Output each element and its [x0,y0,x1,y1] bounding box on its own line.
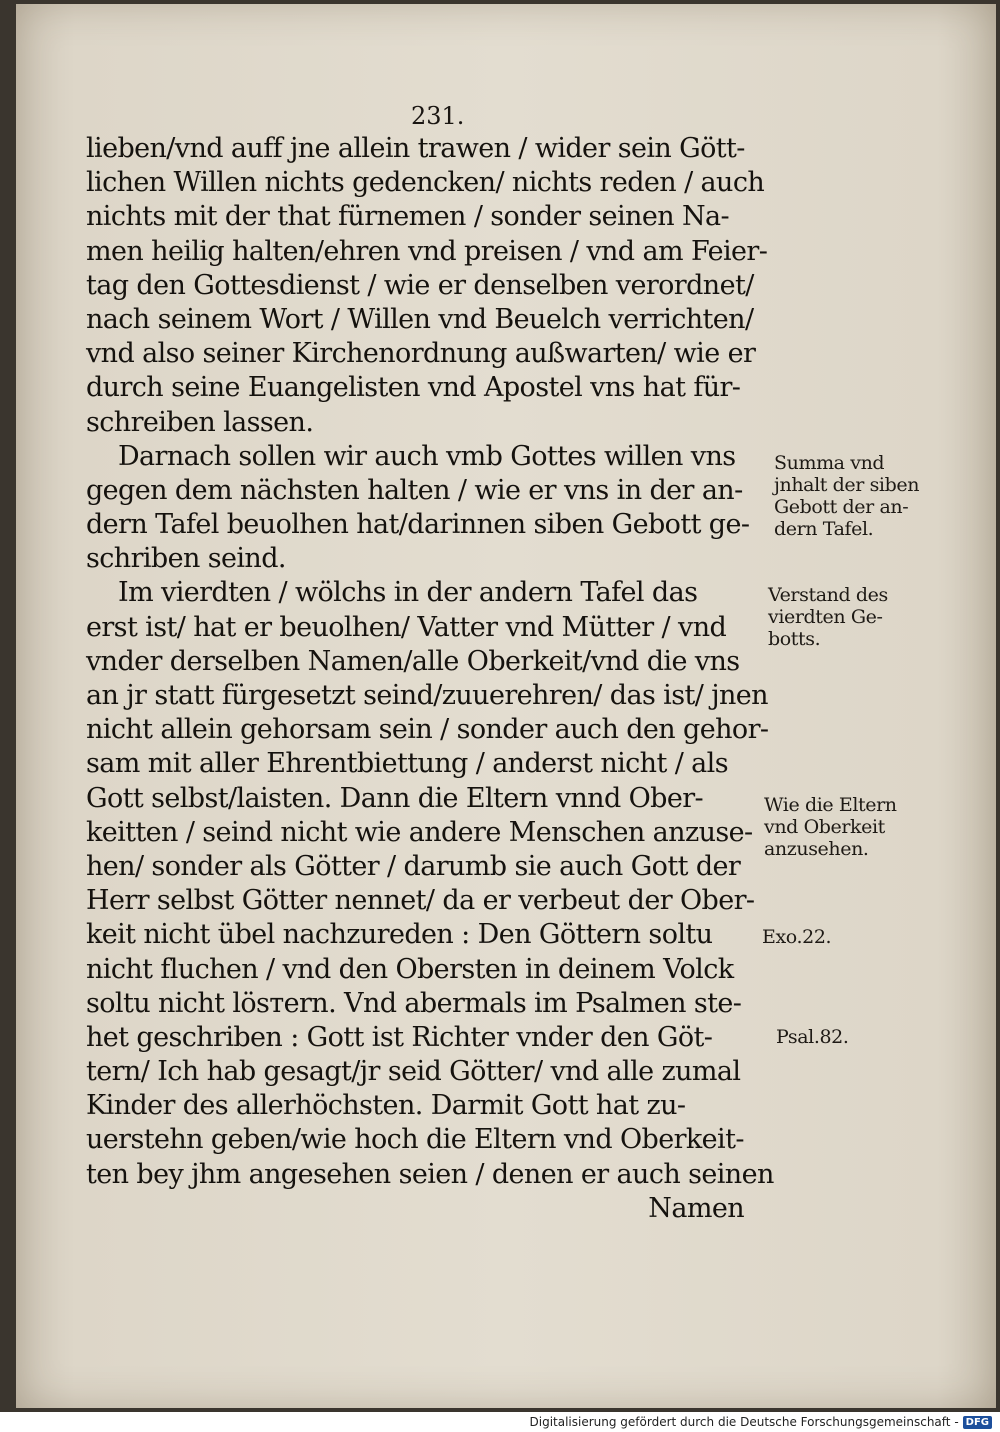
marginal-line: Psal.82. [776,1026,849,1048]
marginal-note-summary [774,452,919,540]
dfg-logo-icon: DFG [963,1416,992,1429]
marginal-line: dern Tafel. [774,518,874,540]
marginal-line: botts. [768,628,821,650]
marginal-line: anzusehen. [764,838,869,860]
text-line: nicht allein gehorsam sein / sonder auch den gehor- [86,714,769,746]
text-line: sam mit aller Ehrentbiettung / anderst nicht / als [86,748,728,780]
text-line: durch seine Euangelisten vnd Apostel vns hat für- [86,372,741,404]
text-line: schreiben lassen. [86,406,314,438]
text-line: schriben seind. [86,543,286,575]
marginal-line: vierdten Ge- [768,606,883,628]
marginal-note-exodus [762,926,831,948]
text-line: ten bey jhm angesehen seien / denen er auch seinen [86,1158,774,1190]
marginal-line: Gebott der an- [774,496,909,518]
text-line: soltu nicht lösтern. Vnd abermals im Psalmen ste- [86,987,742,1019]
text-line: nichts mit der that fürnemen / sonder seinen Na- [86,201,730,233]
text-line: lieben/vnd auff jne allein trawen / wider sein Gött- [86,133,745,164]
marginal-line: vnd Oberkeit [764,816,885,838]
page-number: 231. [411,102,465,130]
text-line: lichen Willen nichts gedencken/ nichts reden / auch [86,167,765,199]
text-line: nicht fluchen / vnd den Obersten in deinem Volck [86,953,734,985]
marginal-line: Verstand des [768,584,888,606]
body-text [86,132,786,1226]
digitization-footer [530,1415,993,1429]
text-line: men heilig halten/ehren vnd preisen / vnd am Feier- [86,235,768,267]
text-line: nach seinem Wort / Willen vnd Beuelch verrichten/ [86,303,754,335]
text-line: het geschriben : Gott ist Richter vnder den Göt- [86,1021,713,1053]
text-line: Darnach sollen wir auch vmb Gottes willen vns [118,440,736,472]
text-line: tag den Gottesdienst / wie er denselben verordnet/ [86,269,754,301]
text-line: tern/ Ich hab gesagt/jr seid Götter/ vnd alle zumal [86,1056,741,1088]
text-line: Kinder des allerhöchsten. Darmit Gott hat zu- [86,1090,686,1122]
catchword: Namen [648,1192,744,1224]
text-line: gegen dem nächsten halten / wie er vns in der an- [86,474,743,506]
text-line: vnder derselben Namen/alle Oberkeit/vnd die vns [86,645,740,677]
text-line: hen/ sonder als Götter / darumb sie auch Gott der [86,850,741,882]
footer-text: Digitalisierung gefördert durch die Deutsche Forschungsgemeinschaft - [529,1415,959,1429]
marginal-note-parents [764,794,897,860]
text-line: keit nicht übel nachzureden : Den Göttern soltu [86,919,713,951]
text-line: Gott selbst/laisten. Dann die Eltern vnnd Ober- [86,782,704,814]
marginal-line: Exo.22. [762,926,832,948]
text-line: vnd also seiner Kirchenordnung außwarten/ wie er [86,338,756,370]
marginal-line: jnhalt der siben [774,474,920,496]
text-line: dern Tafel beuolhen hat/darinnen siben Gebott ge- [86,509,750,541]
text-line: Im vierdten / wölchs in der andern Tafel das [118,577,698,609]
text-line: Herr selbst Götter nennet/ da er verbeut der Ober- [86,885,755,917]
text-line: uerstehn geben/wie hoch die Eltern vnd Oberkeit- [86,1124,744,1156]
text-line: erst ist/ hat er beuolhen/ Vatter vnd Mütter / vnd [86,611,727,643]
marginal-note-psalm [776,1026,849,1048]
book-page [16,4,996,1408]
marginal-line: Summa vnd [774,452,885,474]
marginal-note-fourth-commandment [768,584,888,650]
marginal-line: Wie die Eltern [764,794,897,816]
text-line: keitten / seind nicht wie andere Menschen anzuse- [86,816,753,848]
text-line: an jr statt fürgesetzt seind/zuuerehren/ das ist/ jnen [86,680,768,711]
